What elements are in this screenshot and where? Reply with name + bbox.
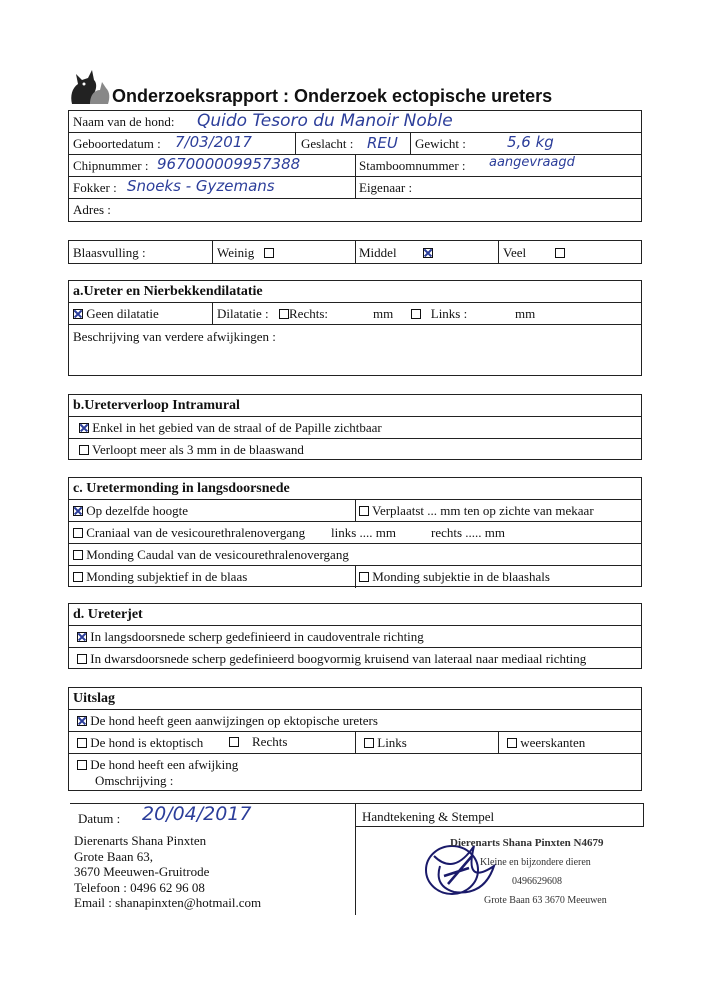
rechts-mm: mm xyxy=(373,306,394,321)
vet-street: Grote Baan 63, xyxy=(74,848,154,864)
datum-value[interactable]: 20/04/2017 xyxy=(142,803,252,825)
uitslag-checkbox-1[interactable] xyxy=(77,716,87,726)
chip-value[interactable]: 967000009957388 xyxy=(157,155,301,173)
naam-value[interactable]: Quido Tesoro du Manoir Noble xyxy=(197,111,453,131)
veel-checkbox[interactable] xyxy=(555,248,565,258)
section-c-table xyxy=(68,477,642,587)
section-d-title: d. Ureterjet xyxy=(73,607,143,622)
section-c-title: c. Uretermonding in langsdoorsnede xyxy=(73,481,290,496)
section-c-checkbox-4[interactable] xyxy=(73,550,83,560)
section-c-option-4[interactable]: Monding Caudal van de vesicourethralenovergang xyxy=(73,547,349,563)
geen-dilatatie-checkbox[interactable] xyxy=(73,309,83,319)
stamp-line-1: Dierenarts Shana Pinxten N4679 xyxy=(450,837,604,849)
stamboom-label: Stamboomnummer : xyxy=(359,158,466,173)
vet-address xyxy=(74,833,261,911)
stamp-line-3: 0496629608 xyxy=(512,876,562,887)
section-b-checkbox-2[interactable] xyxy=(79,445,89,455)
section-d-option-1[interactable]: In langsdoorsnede scherp gedefinieerd in caudoventrale richting xyxy=(77,629,424,645)
vet-city: 3670 Meeuwen-Gruitrode xyxy=(74,864,210,879)
uitslag-checkbox-2[interactable] xyxy=(77,738,87,748)
links-option[interactable]: Links : xyxy=(411,306,467,322)
section-b-checkbox-1[interactable] xyxy=(79,423,89,433)
geslacht-value[interactable]: REU xyxy=(367,134,398,152)
chip-label: Chipnummer : xyxy=(73,158,149,173)
section-c-checkbox-3[interactable] xyxy=(73,528,83,538)
geen-dilatatie-option[interactable]: Geen dilatatie xyxy=(73,306,159,322)
middel-option[interactable]: Middel xyxy=(359,245,433,261)
uitslag-links-option[interactable]: Links xyxy=(364,735,407,751)
section-a-table xyxy=(68,280,642,376)
uitslag-beide-checkbox[interactable] xyxy=(507,738,517,748)
section-c-checkbox-2[interactable] xyxy=(359,506,369,516)
section-c-option-2[interactable]: Verplaatst ... mm ten op zichte van mekaar xyxy=(359,503,594,519)
uitslag-table xyxy=(68,687,642,791)
blaasvulling-label: Blaasvulling : xyxy=(73,245,146,260)
veel-option[interactable]: Veel xyxy=(503,245,565,261)
datum-label: Datum : xyxy=(78,811,121,826)
section-c-option-6[interactable]: Monding subjektie in de blaashals xyxy=(359,569,550,585)
section-d-checkbox-1[interactable] xyxy=(77,632,87,642)
section-b-option-1[interactable]: Enkel in het gebied van de straal of de Papille zichtbaar xyxy=(79,420,382,436)
gewicht-label: Gewicht : xyxy=(415,136,466,151)
blaasvulling-table xyxy=(68,240,642,264)
section-c-links-mm: links .... mm xyxy=(331,525,397,540)
gewicht-value[interactable]: 5,6 kg xyxy=(507,133,554,151)
fokker-value[interactable]: Snoeks - Gyzemans xyxy=(127,177,275,195)
section-d-table xyxy=(68,603,642,669)
dog-cat-logo-icon xyxy=(66,66,112,106)
section-c-option-5[interactable]: Monding subjektief in de blaas xyxy=(73,569,247,585)
patient-info-table xyxy=(68,110,642,222)
links-checkbox[interactable] xyxy=(411,309,421,319)
dilatatie-label: Dilatatie : xyxy=(217,306,269,321)
uitslag-rechts-checkbox[interactable] xyxy=(229,737,239,747)
section-b-option-2[interactable]: Verloopt meer als 3 mm in de blaaswand xyxy=(79,442,304,458)
section-d-option-2[interactable]: In dwarsdoorsnede scherp gedefinieerd boogvormig kruisend van lateraal naar mediaal richting xyxy=(77,651,586,667)
uitslag-option-2[interactable]: De hond is ektoptisch xyxy=(77,735,203,751)
weinig-option[interactable]: Weinig xyxy=(217,245,274,261)
uitslag-option-1[interactable]: De hond heeft geen aanwijzingen op ektopische ureters xyxy=(77,713,378,729)
eigenaar-label: Eigenaar : xyxy=(359,180,413,195)
vet-phone: Telefoon : 0496 62 96 08 xyxy=(74,879,205,895)
section-b-title: b.Ureterverloop Intramural xyxy=(73,398,240,413)
section-c-rechts-mm: rechts ..... mm xyxy=(431,525,506,540)
fokker-label: Fokker : xyxy=(73,180,117,195)
stamp-line-4: Grote Baan 63 3670 Meeuwen xyxy=(484,895,607,906)
uitslag-option-3[interactable]: De hond heeft een afwijking xyxy=(77,757,238,773)
uitslag-title: Uitslag xyxy=(73,691,115,706)
links-mm: mm xyxy=(515,306,536,321)
uitslag-links-checkbox[interactable] xyxy=(364,738,374,748)
stamp-line-2: Kleine en bijzondere dieren xyxy=(480,857,591,868)
page-title: Onderzoeksrapport : Onderzoek ectopische ureters xyxy=(112,86,553,106)
uitslag-beide-option[interactable]: weerskanten xyxy=(507,735,585,751)
rechts-checkbox[interactable] xyxy=(279,309,289,319)
adres-label: Adres : xyxy=(73,202,111,217)
section-c-option-1[interactable]: Op dezelfde hoogte xyxy=(73,503,188,519)
section-c-checkbox-1[interactable] xyxy=(73,506,83,516)
section-c-checkbox-5[interactable] xyxy=(73,572,83,582)
vet-name: Dierenarts Shana Pinxten xyxy=(74,833,207,848)
uitslag-rechts-option[interactable]: Rechts xyxy=(229,734,287,750)
section-a-title: a.Ureter en Nierbekkendilatatie xyxy=(73,284,263,299)
beschrijving-label: Beschrijving van verdere afwijkingen : xyxy=(73,329,276,344)
stamboom-value[interactable]: aangevraagd xyxy=(489,155,575,170)
stamp xyxy=(450,834,607,910)
middel-checkbox[interactable] xyxy=(423,248,433,258)
vet-email: Email : shanapinxten@hotmail.com xyxy=(74,895,262,910)
geboortedatum-value[interactable]: 7/03/2017 xyxy=(175,133,252,151)
section-b-table xyxy=(68,394,642,460)
naam-label: Naam van de hond: xyxy=(73,114,175,129)
section-d-checkbox-2[interactable] xyxy=(77,654,87,664)
section-c-option-3[interactable]: Craniaal van de vesicourethralenovergang xyxy=(73,525,305,541)
handtekening-label: Handtekening & Stempel xyxy=(362,809,495,824)
omschrijving-label: Omschrijving : xyxy=(95,773,174,788)
uitslag-checkbox-3[interactable] xyxy=(77,760,87,770)
section-c-checkbox-6[interactable] xyxy=(359,572,369,582)
weinig-checkbox[interactable] xyxy=(264,248,274,258)
geboortedatum-label: Geboortedatum : xyxy=(73,136,161,151)
geslacht-label: Geslacht : xyxy=(301,136,354,151)
rechts-option[interactable]: Rechts: xyxy=(279,306,328,322)
